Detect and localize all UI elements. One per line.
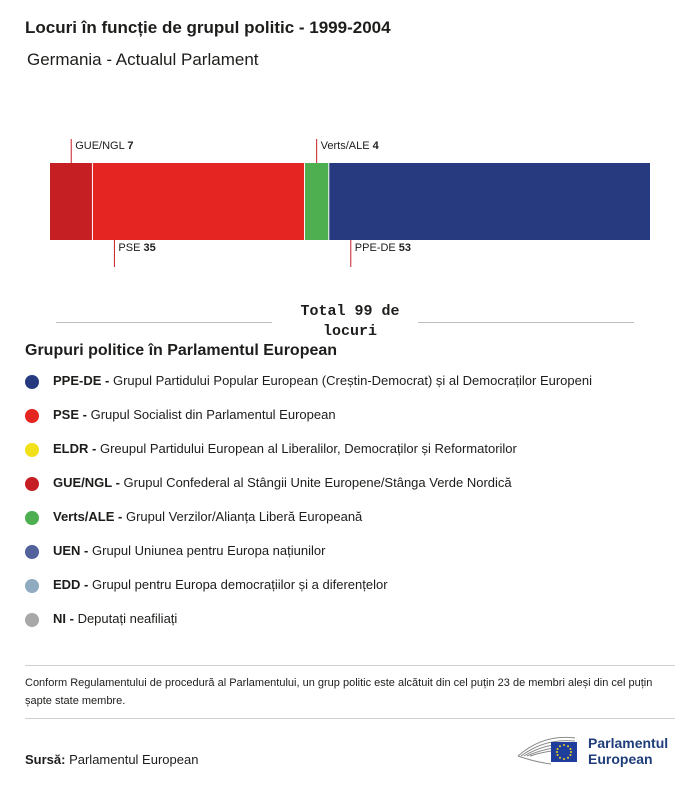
legend-description: Grupul Uniunea pentru Europa națiunilor [88,543,326,558]
legend-abbr: EDD - [53,577,89,592]
legend-item [25,542,685,576]
legend-swatch [25,545,39,559]
logo-line-2: European [588,751,653,767]
bar-label-value: 4 [372,140,379,152]
legend-label [53,576,388,594]
legend-label [53,440,517,458]
stacked-bar-chart [0,0,700,300]
source-text: Parlamentul European [65,752,199,767]
bar-label [355,242,411,254]
note-divider-bottom [25,718,675,719]
legend-title: Grupuri politice în Parlamentul European [25,342,338,359]
bar-label-category: GUE/NGL [75,140,128,152]
chart-title: Locuri în funcție de grupul politic - 1999-2004 [25,18,391,37]
legend-label [53,406,336,424]
legend-item [25,610,685,644]
bar-label-category: PPE-DE [354,242,399,254]
total-rule-left [56,322,272,323]
legend-description: Greupul Partidului European al Liberalilor, Democraților și Reformatorilor [96,441,517,456]
legend-description: Grupul Partidului Popular European (Creștin-Democrat) și al Democraților Europeni [109,373,592,388]
bar-segment-pse [92,163,304,240]
legend-swatch [25,443,39,457]
legend-swatch [25,511,39,525]
bar-label-category: PSE [118,242,144,254]
legend-label [53,372,592,390]
legend-label [53,474,512,492]
logo-line-1: Parlamentul [588,735,669,751]
legend-label [53,542,325,560]
legend-description: Grupul Verzilor/Alianța Liberă Europeană [122,509,363,524]
legend-abbr: ELDR - [53,441,97,456]
legend-label [53,508,362,526]
bar-label-category: Verts/ALE [320,140,373,152]
legend-abbr: NI - [53,611,74,626]
legend-item [25,406,685,440]
legend-swatch [25,477,39,491]
bar-segment-verts-ale [305,163,329,240]
legend-item [25,474,685,508]
bar-label [118,242,155,254]
legend-abbr: GUE/NGL - [53,475,120,490]
note-divider-top [25,665,675,666]
legend-swatch [25,579,39,593]
legend-abbr: PPE-DE - [53,373,110,388]
source-label: Sursă: [25,752,66,767]
bar-label-value: 7 [127,140,134,152]
legend-description: Grupul Confederal al Stângii Unite Europene/Stânga Verde Nordică [119,475,512,490]
legend-item [25,508,685,542]
legend-item [25,440,685,474]
total-label: Total 99 de locuri [300,303,400,340]
ep-logo-text [588,735,668,767]
bar-label [75,140,133,152]
legend-swatch [25,409,39,423]
bar-label [321,140,380,152]
source [25,752,198,767]
bar-segment-gue-ngl [50,163,92,240]
legend-abbr: Verts/ALE - [53,509,123,524]
legend-abbr: UEN - [53,543,89,558]
legend-label [53,610,177,628]
legend-abbr: PSE - [53,407,87,422]
legend-swatch [25,613,39,627]
legend-swatch [25,375,39,389]
footnote: Conform Regulamentului de procedură al Parlamentului, un grup politic este alcătuit din cel puțin 23 de membri aleși din cel puțin șapte state membre. [25,677,653,707]
legend [25,372,685,644]
legend-description: Grupul Socialist din Parlamentul European [86,407,336,422]
bar-label-value: 53 [398,242,412,254]
legend-description: Deputați neafiliați [73,611,178,626]
legend-description: Grupul pentru Europa democrațiilor și a diferențelor [88,577,388,592]
total-seats [56,300,634,340]
total-rule-right [418,322,634,323]
legend-item [25,576,685,610]
chart-subtitle: Germania - Actualul Parlament [27,50,259,69]
bar-segment-ppe-de [329,163,650,240]
legend-item [25,372,685,406]
bar-label-value: 35 [143,242,156,254]
